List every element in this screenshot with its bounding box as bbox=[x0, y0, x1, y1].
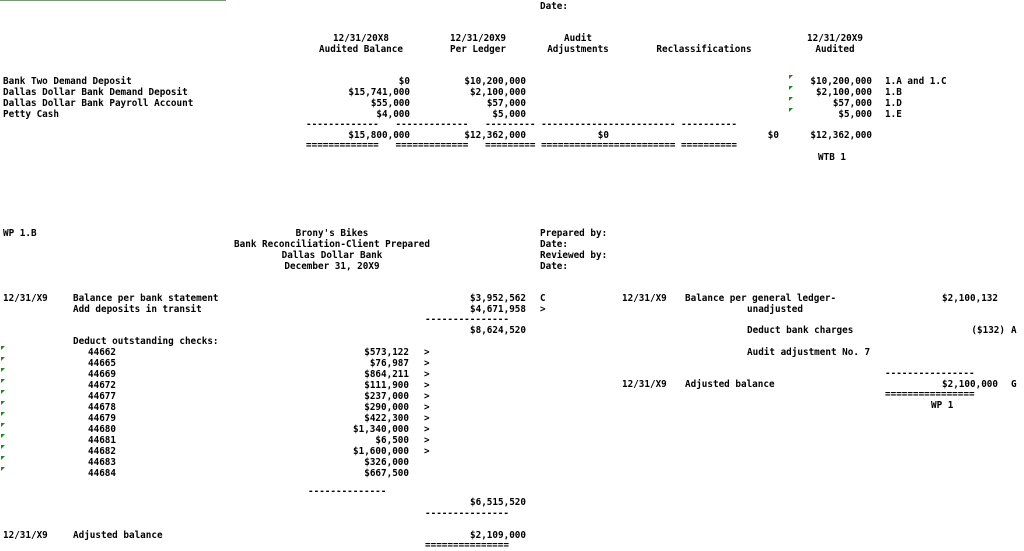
tickmark-traced: > bbox=[540, 304, 546, 315]
bank-balance-date: 12/31/X9 bbox=[3, 293, 48, 304]
col-header-audited-x8-line2: Audited Balance bbox=[319, 44, 403, 55]
col-header-adjustments-line2: Adjustments bbox=[547, 44, 609, 55]
prepared-date-label: Date: bbox=[540, 239, 568, 250]
check-amount: $290,000 bbox=[364, 402, 409, 413]
total-adjustments: $0 bbox=[597, 130, 609, 141]
gl-adjusted-value: $2,100,000 bbox=[942, 379, 998, 390]
check-tickmark: > bbox=[424, 380, 430, 391]
top-border-line bbox=[0, 0, 226, 1]
check-amount: $237,000 bbox=[364, 391, 409, 402]
row-marker bbox=[1, 379, 5, 383]
total-ledger: $12,362,000 bbox=[464, 130, 526, 141]
reviewed-by-label: Reviewed by: bbox=[540, 250, 608, 261]
single-rule: -------------- bbox=[308, 486, 387, 497]
col-header-audited-x8-line1: 12/31/20X8 bbox=[333, 33, 389, 44]
check-tickmark: > bbox=[424, 435, 430, 446]
check-amount: $6,500 bbox=[375, 435, 409, 446]
bank-name: Dallas Dollar Bank bbox=[281, 250, 383, 261]
prepared-by-label: Prepared by: bbox=[540, 228, 608, 239]
single-rule: ---------------- bbox=[885, 368, 975, 379]
check-number: 44680 bbox=[88, 424, 116, 435]
double-rule: ============= ============= ========= ======================== ========== bbox=[306, 140, 737, 151]
check-amount: $326,000 bbox=[364, 457, 409, 468]
row-marker bbox=[1, 445, 5, 449]
check-number: 44665 bbox=[88, 358, 116, 369]
gl-adjusted-label: Adjusted balance bbox=[685, 379, 775, 390]
gl-balance-date: 12/31/X9 bbox=[622, 293, 667, 304]
deduct-checks-label: Deduct outstanding checks: bbox=[73, 336, 219, 347]
row-ledger: $10,200,000 bbox=[464, 76, 526, 87]
deposits-label: Add deposits in transit bbox=[73, 304, 202, 315]
deposits-value: $4,671,958 bbox=[470, 304, 526, 315]
check-tickmark: > bbox=[424, 402, 430, 413]
gl-balance-label: Balance per general ledger- bbox=[685, 293, 837, 304]
col-header-audited-x9-line2: Audited bbox=[815, 44, 855, 55]
row-label: Dallas Dollar Bank Payroll Account bbox=[3, 98, 194, 109]
row-label: Bank Two Demand Deposit bbox=[3, 76, 132, 87]
row-marker bbox=[1, 423, 5, 427]
row-ref: 1.D bbox=[885, 98, 902, 109]
cell-comment-indicator[interactable] bbox=[789, 97, 793, 101]
check-tickmark: > bbox=[424, 391, 430, 402]
date-label: Date: bbox=[540, 1, 568, 12]
row-marker bbox=[1, 357, 5, 361]
row-audited-x9: $2,100,000 bbox=[816, 87, 872, 98]
row-ledger: $5,000 bbox=[492, 109, 526, 120]
bank-charges-label: Deduct bank charges bbox=[747, 325, 854, 336]
check-tickmark: > bbox=[424, 369, 430, 380]
check-number: 44669 bbox=[88, 369, 116, 380]
adjusted-date: 12/31/X9 bbox=[3, 530, 48, 541]
check-tickmark: > bbox=[424, 347, 430, 358]
tickmark-a: A bbox=[1011, 325, 1017, 336]
single-rule: --------------- bbox=[425, 508, 509, 519]
bank-charges-value: ($132) bbox=[971, 325, 1005, 336]
check-amount: $667,500 bbox=[364, 468, 409, 479]
check-amount: $111,900 bbox=[364, 380, 409, 391]
check-amount: $864,211 bbox=[364, 369, 409, 380]
check-number: 44682 bbox=[88, 446, 116, 457]
row-label: Dallas Dollar Bank Demand Deposit bbox=[3, 87, 188, 98]
gl-balance-value: $2,100,132 bbox=[942, 293, 998, 304]
gl-balance-label-cont: unadjusted bbox=[747, 304, 803, 315]
row-audited-x8: $55,000 bbox=[370, 98, 410, 109]
col-header-adjustments-line1: Audit bbox=[564, 33, 592, 44]
check-tickmark: > bbox=[424, 446, 430, 457]
row-audited-x9: $5,000 bbox=[838, 109, 872, 120]
single-rule: ------------- ------------- --------- ------------------------ ---------- bbox=[306, 119, 737, 130]
row-marker bbox=[1, 467, 5, 471]
single-rule: --------------- bbox=[425, 314, 509, 325]
check-tickmark: > bbox=[424, 424, 430, 435]
check-number: 44677 bbox=[88, 391, 116, 402]
double-rule: =============== bbox=[425, 540, 509, 551]
col-header-audited-x9-line1: 12/31/20X9 bbox=[807, 33, 863, 44]
check-amount: $573,122 bbox=[364, 347, 409, 358]
bank-balance-value: $3,952,562 bbox=[470, 293, 526, 304]
check-number: 44678 bbox=[88, 402, 116, 413]
check-number: 44684 bbox=[88, 468, 116, 479]
row-marker bbox=[1, 434, 5, 438]
check-tickmark: > bbox=[424, 358, 430, 369]
cell-comment-indicator[interactable] bbox=[789, 75, 793, 79]
row-ledger: $57,000 bbox=[486, 98, 526, 109]
row-label: Petty Cash bbox=[3, 109, 59, 120]
bank-balance-label: Balance per bank statement bbox=[73, 293, 219, 304]
col-header-reclassifications: Reclassifications bbox=[656, 44, 752, 55]
cell-comment-indicator[interactable] bbox=[789, 108, 793, 112]
row-ref: 1.E bbox=[885, 109, 902, 120]
row-ref: 1.B bbox=[885, 87, 902, 98]
check-amount: $76,987 bbox=[369, 358, 409, 369]
tickmark-c: C bbox=[540, 293, 546, 304]
row-marker bbox=[1, 390, 5, 394]
row-marker bbox=[1, 401, 5, 405]
recon-title: Bank Reconciliation-Client Prepared bbox=[234, 239, 430, 250]
row-audited-x8: $15,741,000 bbox=[348, 87, 410, 98]
double-rule: ================ bbox=[885, 389, 975, 400]
check-tickmark: > bbox=[424, 413, 430, 424]
check-number: 44683 bbox=[88, 457, 116, 468]
row-marker bbox=[1, 368, 5, 372]
total-audited-x8: $15,800,000 bbox=[348, 130, 410, 141]
reviewed-date-label: Date: bbox=[540, 261, 568, 272]
check-amount: $1,340,000 bbox=[353, 424, 409, 435]
tb-reference: WTB 1 bbox=[818, 152, 846, 163]
check-number: 44679 bbox=[88, 413, 116, 424]
row-marker bbox=[1, 456, 5, 460]
check-number: 44662 bbox=[88, 347, 116, 358]
check-number: 44681 bbox=[88, 435, 116, 446]
row-audited-x9: $57,000 bbox=[832, 98, 872, 109]
row-audited-x8: $0 bbox=[398, 76, 410, 87]
workpaper-link: WP 1 bbox=[931, 400, 954, 411]
gl-adjusted-date: 12/31/X9 bbox=[622, 379, 667, 390]
checks-total-value: $6,515,520 bbox=[470, 497, 526, 508]
row-ref: 1.A and 1.C bbox=[885, 76, 947, 87]
total-reclassifications: $0 bbox=[767, 130, 779, 141]
adjusted-label: Adjusted balance bbox=[73, 530, 163, 541]
check-number: 44672 bbox=[88, 380, 116, 391]
row-marker bbox=[1, 412, 5, 416]
check-amount: $422,300 bbox=[364, 413, 409, 424]
col-header-ledger-line1: 12/31/20X9 bbox=[450, 33, 506, 44]
check-amount: $1,600,000 bbox=[353, 446, 409, 457]
tickmark-g: G bbox=[1011, 379, 1017, 390]
subtotal-value: $8,624,520 bbox=[470, 325, 526, 336]
cell-comment-indicator[interactable] bbox=[789, 86, 793, 90]
total-audited-x9: $12,362,000 bbox=[810, 130, 872, 141]
row-marker bbox=[1, 346, 5, 350]
company-name: Brony's Bikes bbox=[295, 228, 369, 239]
adjusted-bank-value: $2,109,000 bbox=[470, 530, 526, 541]
row-audited-x9: $10,200,000 bbox=[810, 76, 872, 87]
col-header-ledger-line2: Per Ledger bbox=[450, 44, 506, 55]
row-ledger: $2,100,000 bbox=[470, 87, 526, 98]
row-audited-x8: $4,000 bbox=[376, 109, 410, 120]
as-of-date: December 31, 20X9 bbox=[284, 261, 380, 272]
audit-adjustment-label: Audit adjustment No. 7 bbox=[747, 347, 871, 358]
workpaper-ref: WP 1.B bbox=[3, 228, 37, 239]
